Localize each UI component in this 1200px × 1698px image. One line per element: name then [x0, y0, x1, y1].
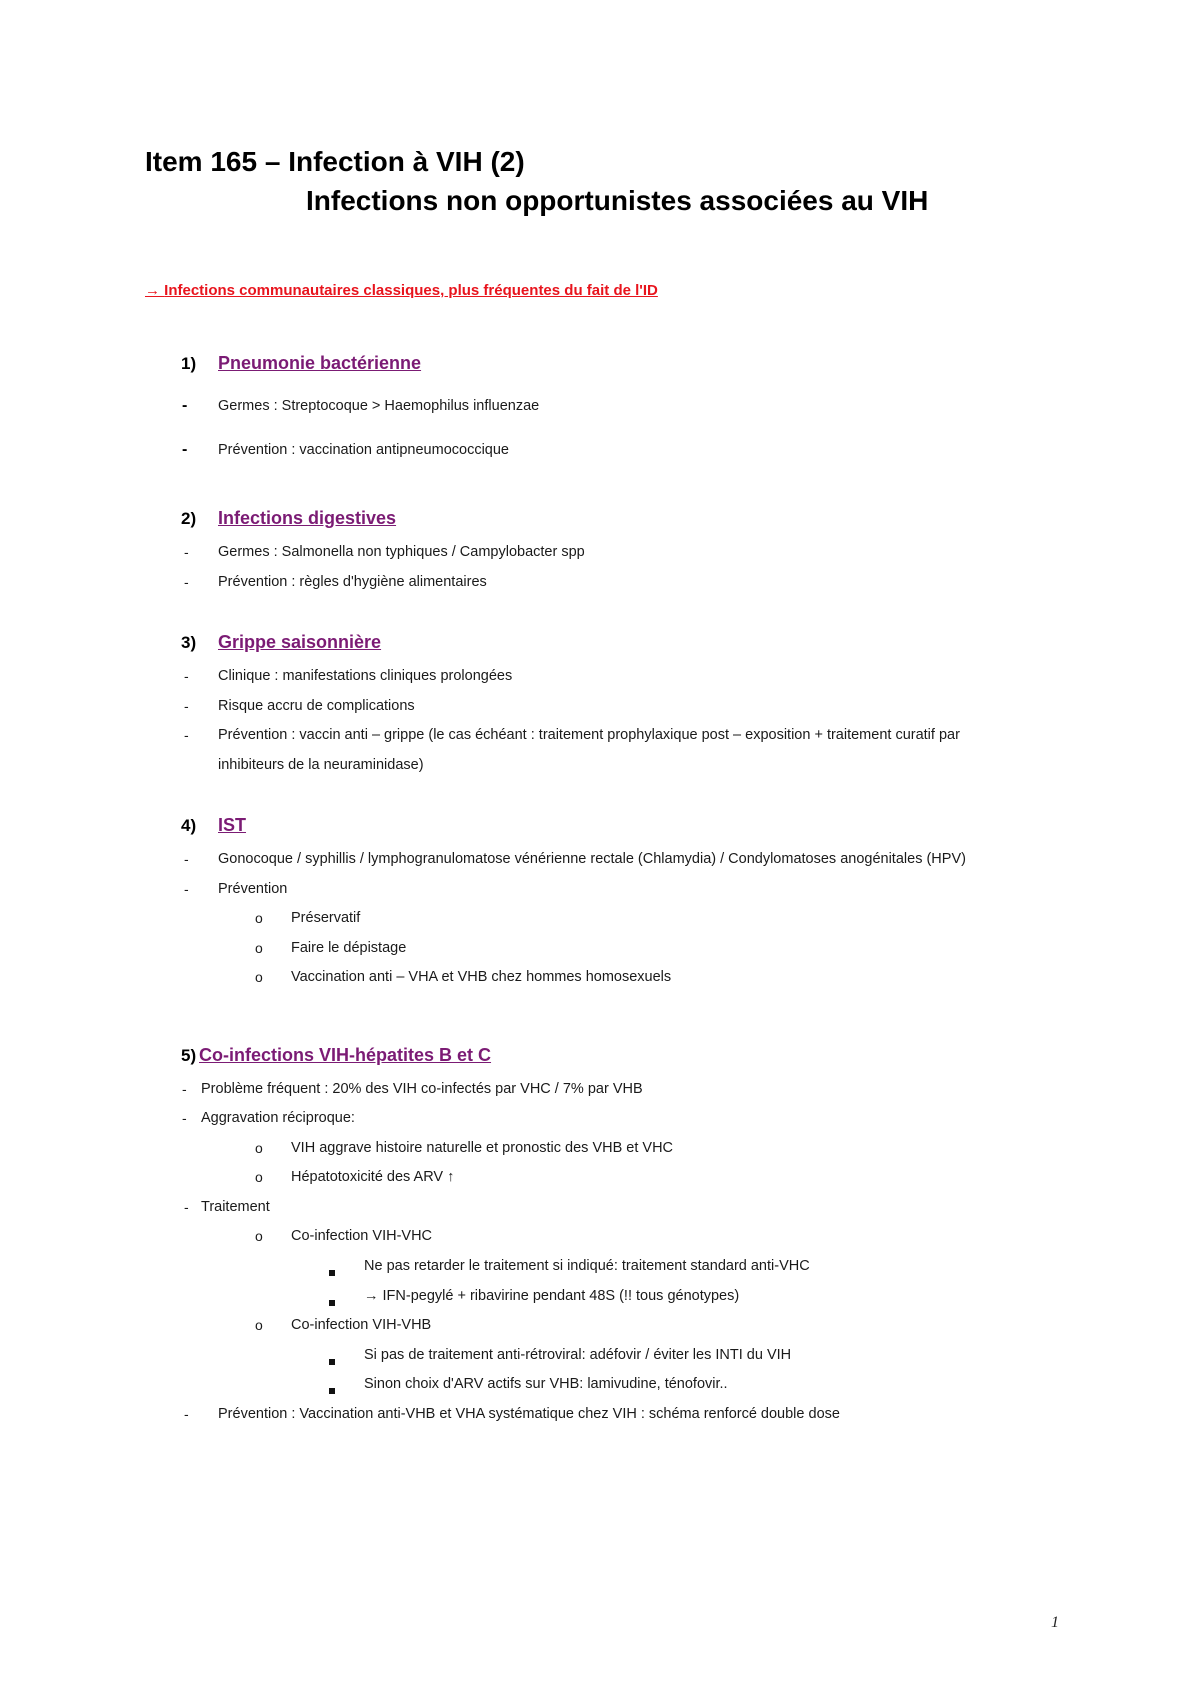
list-item: Aggravation réciproque:	[201, 1110, 355, 1126]
square-bullet	[329, 1263, 335, 1281]
square-bullet	[329, 1381, 335, 1399]
section-3-title: Grippe saisonnière	[218, 632, 382, 652]
list-bullet: -	[184, 851, 189, 867]
section-4-number: 4)	[181, 816, 197, 835]
list-bullet: -	[184, 574, 189, 590]
list-bullet: -	[184, 698, 189, 714]
list-item: Risque accru de complications	[218, 698, 415, 714]
sub-sub-list-item: Sinon choix d'ARV actifs sur VHB: lamivudine, ténofovir..	[364, 1376, 728, 1392]
list-item: Germes : Salmonella non typhiques / Campylobacter spp	[218, 544, 585, 560]
sub-list-item: Faire le dépistage	[291, 940, 407, 956]
banner-text: Infections communautaires classiques, plus fréquentes du fait de l'ID	[164, 282, 658, 299]
sub-list-item: Co-infection VIH-VHB	[291, 1317, 432, 1333]
sub-sub-list-item: → IFN-pegylé + ribavirine pendant 48S (!! tous génotypes)	[364, 1288, 740, 1304]
list-bullet: -	[184, 1406, 189, 1422]
list-item: Clinique : manifestations cliniques prolongées	[218, 668, 513, 684]
sub-bullet: o	[255, 1317, 263, 1333]
arrow-right-icon: →	[145, 282, 160, 299]
sub-bullet: o	[255, 969, 263, 985]
page-number: 1	[1051, 1614, 1059, 1631]
list-bullet: -	[182, 1110, 187, 1126]
sub-sub-list-item: Ne pas retarder le traitement si indiqué: traitement standard anti-VHC	[364, 1258, 810, 1274]
list-bullet: -	[184, 727, 189, 743]
section-1-number: 1)	[181, 354, 197, 373]
section-5-title: Co-infections VIH-hépatites B et C	[199, 1045, 492, 1065]
sub-sub-list-item: Si pas de traitement anti-rétroviral: adéfovir / éviter les INTI du VIH	[364, 1347, 792, 1363]
section-3-number: 3)	[181, 633, 197, 652]
list-bullet: -	[184, 1199, 189, 1215]
square-bullet	[329, 1352, 335, 1370]
sub-list-item: Préservatif	[291, 910, 361, 926]
intro-banner	[145, 282, 658, 299]
sub-list-item: Co-infection VIH-VHC	[291, 1228, 433, 1244]
sub-list-item: Hépatotoxicité des ARV ↑	[291, 1169, 455, 1185]
section-5-number: 5)	[181, 1046, 197, 1065]
list-bullet: -	[184, 668, 189, 684]
list-item: Prévention : vaccination antipneumococcique	[218, 442, 509, 458]
list-bullet: -	[182, 1081, 187, 1097]
sub-bullet: o	[255, 1228, 263, 1244]
list-item: Gonocoque / syphillis / lymphogranulomatose vénérienne rectale (Chlamydia) / Condylomatoses anogénitales (HPV)	[218, 851, 966, 867]
section-2-number: 2)	[181, 509, 197, 528]
list-bullet: -	[184, 881, 189, 897]
list-item: Traitement	[201, 1199, 270, 1215]
square-bullet	[329, 1293, 335, 1311]
list-bullet: -	[182, 441, 188, 458]
list-item: Prévention : Vaccination anti-VHB et VHA systématique chez VIH : schéma renforcé double dose	[218, 1406, 840, 1422]
sub-bullet: o	[255, 1169, 263, 1185]
list-bullet: -	[184, 544, 189, 560]
list-item: Problème fréquent : 20% des VIH co-infectés par VHC / 7% par VHB	[201, 1081, 643, 1097]
list-item-continuation: inhibiteurs de la neuraminidase)	[218, 757, 424, 773]
section-2-title: Infections digestives	[218, 508, 397, 528]
sub-bullet: o	[255, 910, 263, 926]
sub-bullet: o	[255, 940, 263, 956]
list-item: Prévention	[218, 881, 288, 897]
page-title: Item 165 – Infection à VIH (2)	[145, 146, 525, 177]
list-item: Germes : Streptocoque > Haemophilus influenzae	[218, 398, 540, 414]
section-1-title: Pneumonie bactérienne	[218, 353, 422, 373]
list-item: Prévention : vaccin anti – grippe (le cas échéant : traitement prophylaxique post – exposition + traitement curatif par	[218, 727, 960, 743]
list-bullet: -	[182, 397, 188, 414]
list-item: Prévention : règles d'hygiène alimentaires	[218, 574, 487, 590]
page-subtitle: Infections non opportunistes associées au VIH	[306, 185, 929, 216]
sub-list-item: Vaccination anti – VHA et VHB chez hommes homosexuels	[291, 969, 672, 985]
section-4-title: IST	[218, 815, 247, 835]
sub-bullet: o	[255, 1140, 263, 1156]
sub-list-item: VIH aggrave histoire naturelle et pronostic des VHB et VHC	[291, 1140, 674, 1156]
